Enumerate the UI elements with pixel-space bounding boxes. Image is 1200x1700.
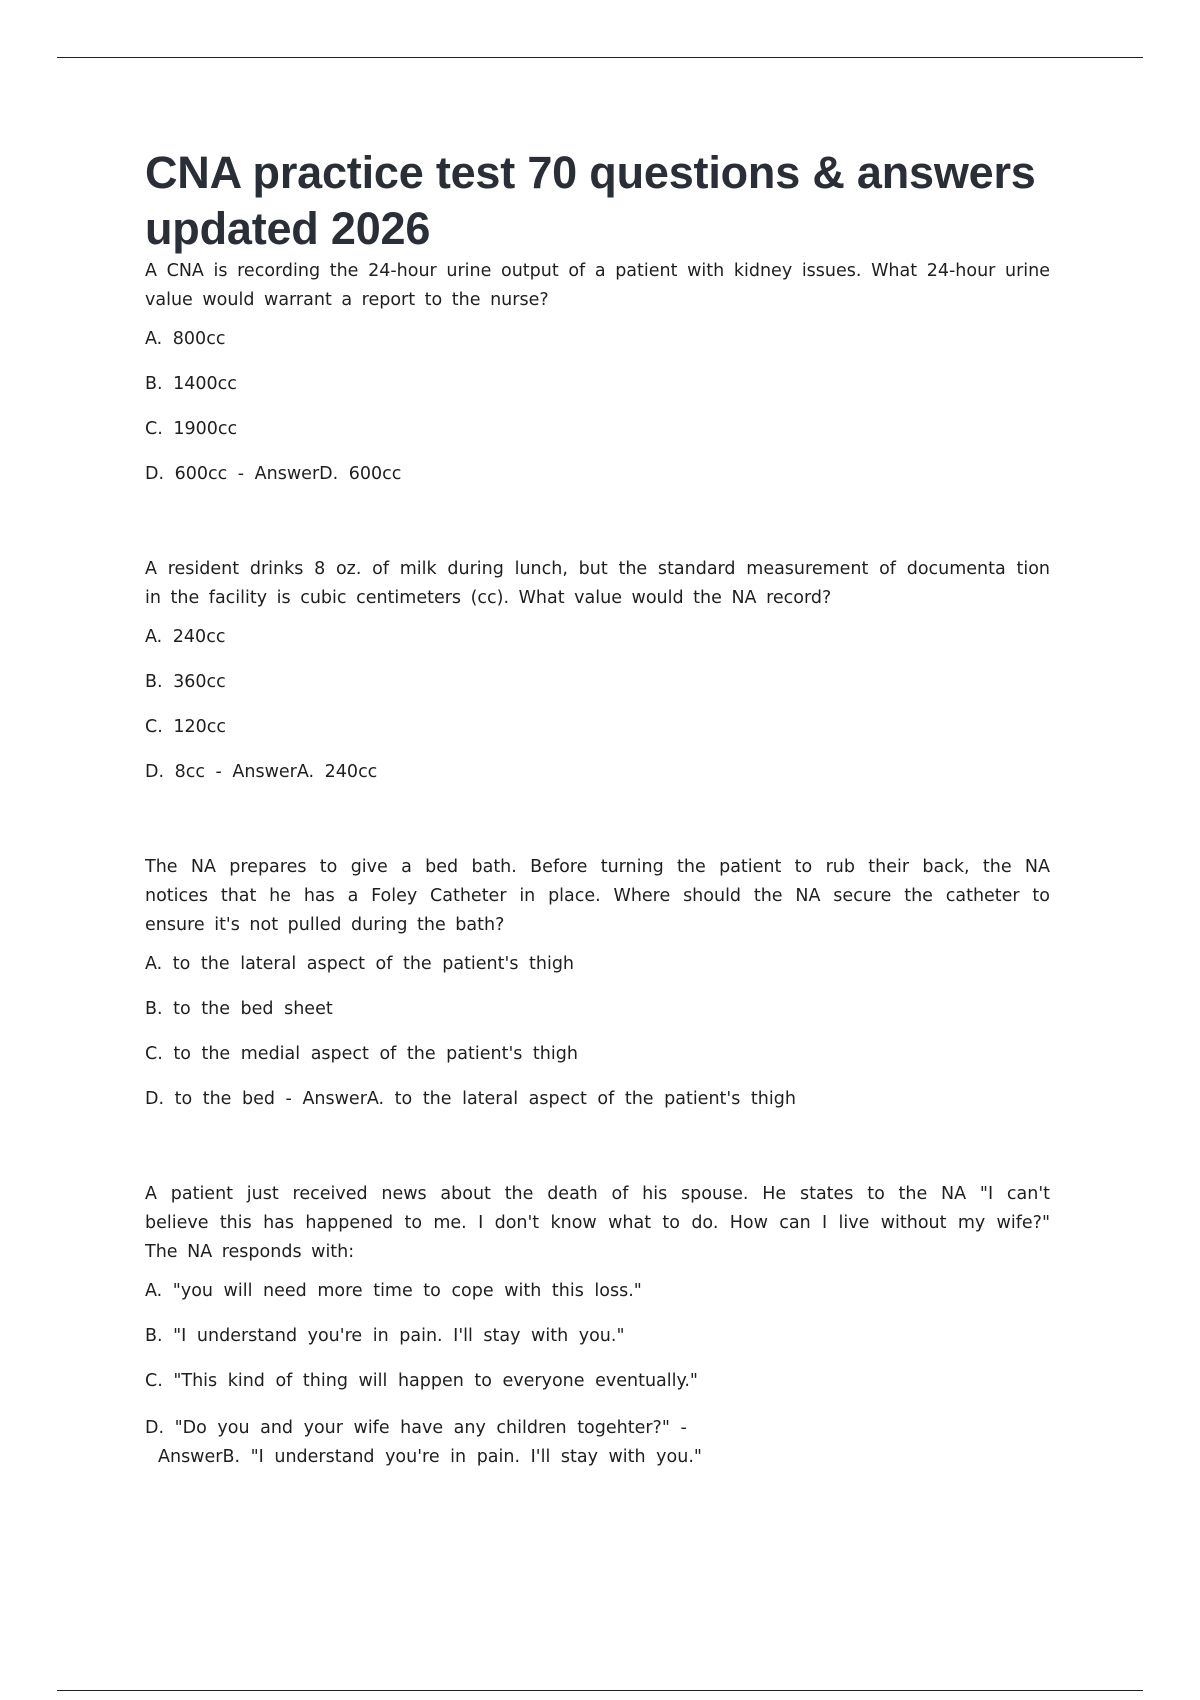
top-divider <box>57 57 1143 58</box>
question-gap <box>145 805 1050 853</box>
option-b: B. 1400cc <box>145 374 237 394</box>
option-c: C. to the medial aspect of the patient's thigh <box>145 1044 578 1064</box>
option-a: A. "you will need more time to cope with this loss." <box>145 1281 642 1301</box>
question-4 <box>145 1180 1050 1472</box>
option-a: A. 240cc <box>145 627 226 647</box>
option-b: B. to the bed sheet <box>145 999 333 1019</box>
document-title: CNA practice test 70 questions & answers updated 2026 <box>145 147 1036 254</box>
question-3 <box>145 853 1050 1111</box>
option-a: A. to the lateral aspect of the patient's thigh <box>145 954 575 974</box>
option-d-answer-line: AnswerB. "I understand you're in pain. I'll stay with you." <box>158 1447 702 1467</box>
option-c: C. "This kind of thing will happen to everyone eventually." <box>145 1371 698 1391</box>
option-d-answer: D. 600cc - AnswerD. 600cc <box>145 464 402 484</box>
question-text: A patient just received news about the death of his spouse. He states to the NA "I can't believe this has happened to me. I don't know what to do. How can I live without my wife?" The NA responds with: <box>145 1184 1050 1262</box>
bottom-divider <box>57 1690 1143 1691</box>
question-gap <box>145 507 1050 555</box>
option-a: A. 800cc <box>145 329 226 349</box>
option-c: C. 1900cc <box>145 419 238 439</box>
question-gap <box>145 1132 1050 1180</box>
option-b: B. 360cc <box>145 672 226 692</box>
option-d-answer <box>145 1414 1050 1472</box>
option-c: C. 120cc <box>145 717 226 737</box>
option-d-answer: D. to the bed - AnswerA. to the lateral aspect of the patient's thigh <box>145 1089 796 1109</box>
question-2 <box>145 555 1050 784</box>
question-text: A resident drinks 8 oz. of milk during lunch, but the standard measurement of documenta tion in the facility is cubic centimeters (cc). What value would the NA record? <box>145 559 1050 608</box>
question-text: The NA prepares to give a bed bath. Before turning the patient to rub their back, the NA notices that he has a Foley Catheter in place. Where should the NA secure the catheter to ensure it's not pulled during the bath? <box>145 857 1050 935</box>
option-d-line-1: D. "Do you and your wife have any children togehter?" - <box>145 1418 687 1438</box>
document-body <box>145 145 1050 1493</box>
option-d-answer: D. 8cc - AnswerA. 240cc <box>145 762 378 782</box>
question-1 <box>145 257 1050 486</box>
question-text: A CNA is recording the 24-hour urine output of a patient with kidney issues. What 24-hour urine value would warrant a report to the nurse? <box>145 261 1050 310</box>
option-b: B. "I understand you're in pain. I'll stay with you." <box>145 1326 625 1346</box>
